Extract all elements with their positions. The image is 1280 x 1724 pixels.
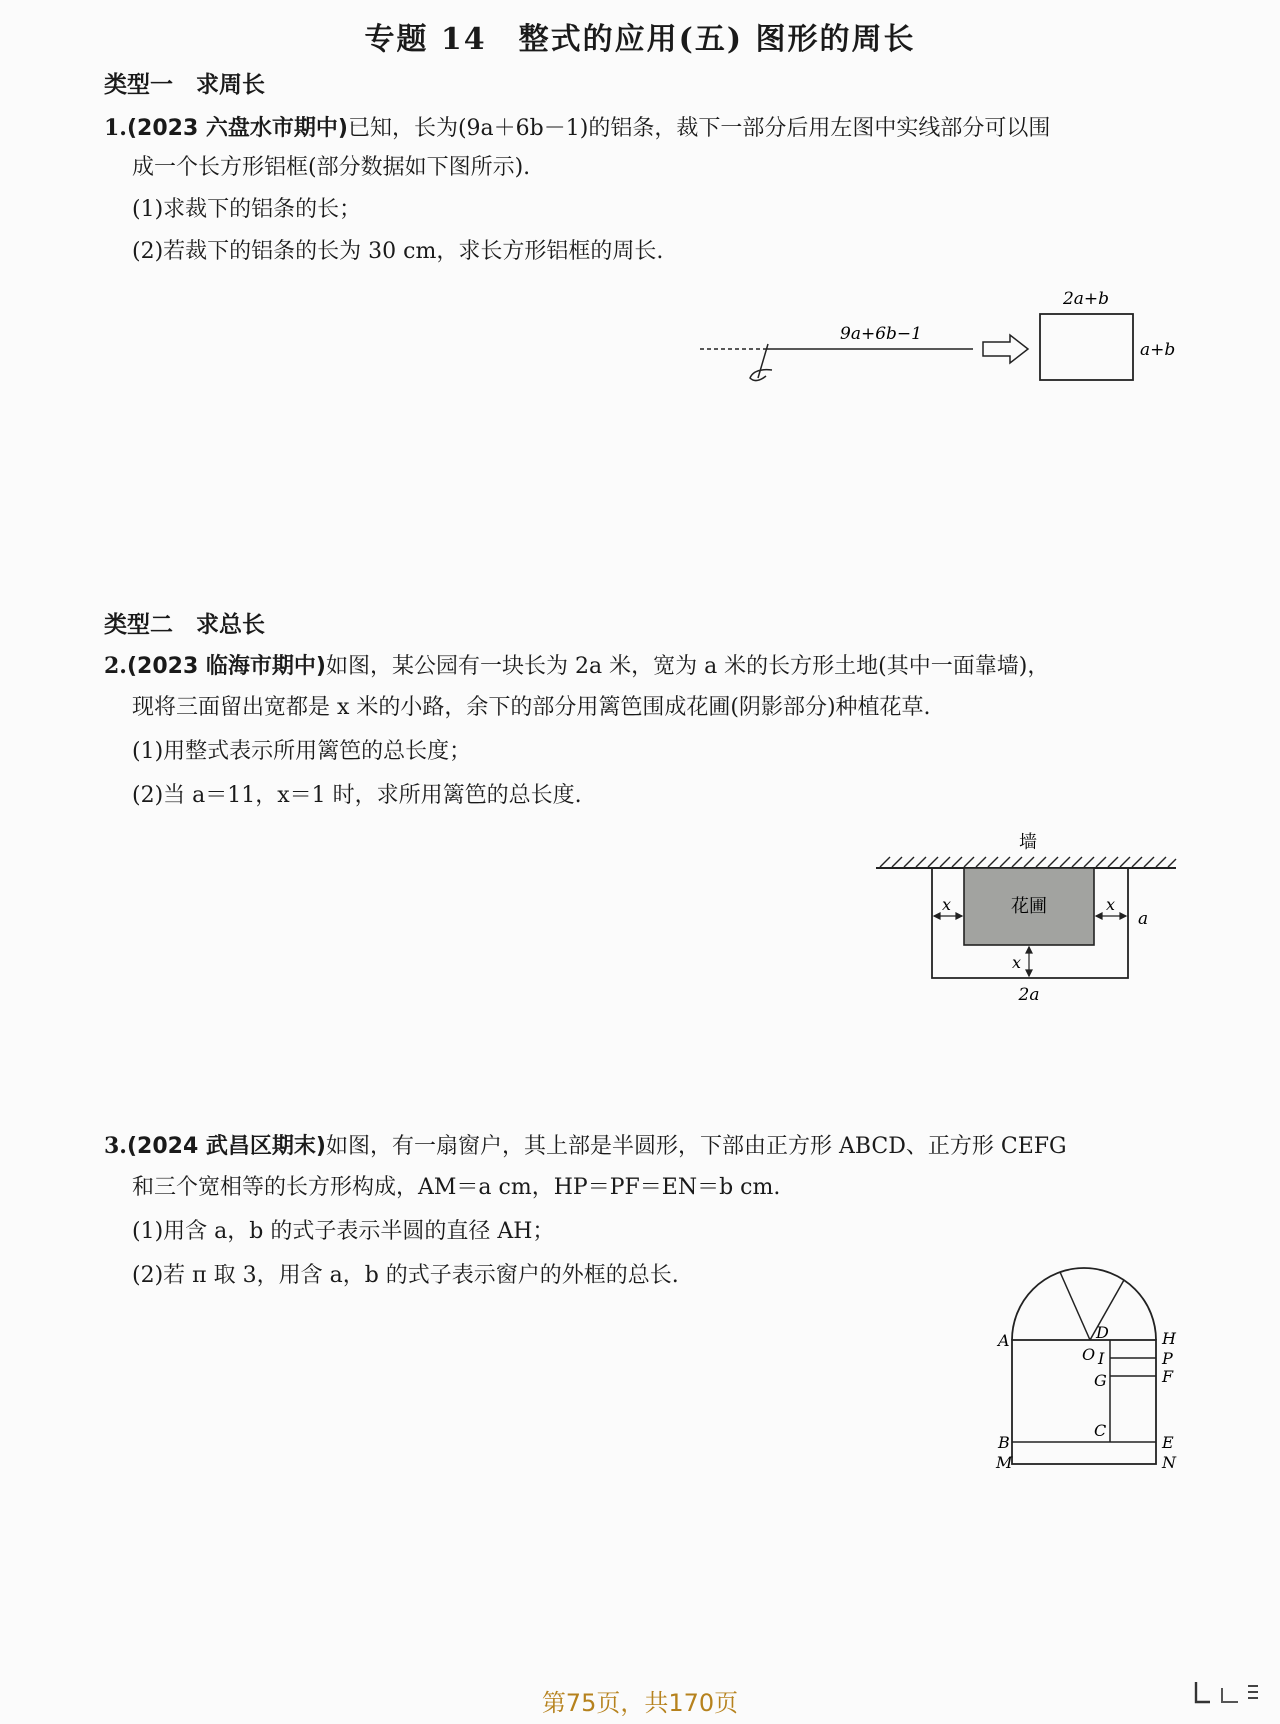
question-1-stem-line-2: 成一个长方形铝框(部分数据如下图所示).: [132, 155, 531, 180]
question-source: (2023 六盘水市期中): [126, 116, 348, 141]
window-spoke-left: [1060, 1272, 1090, 1340]
arrow-right-icon: [983, 335, 1028, 363]
question-1-part-2: (2)若裁下的铝条的长为 30 cm，求长方形铝框的周长.: [132, 239, 664, 264]
frame-width-label: a+b: [1140, 340, 1176, 360]
rectangle-frame: [1040, 314, 1133, 380]
land-length-label: 2a: [1018, 985, 1040, 1005]
point-label-c: C: [1094, 1421, 1107, 1440]
garden-label: 花圃: [1011, 896, 1047, 917]
question-number: 2.: [104, 653, 127, 679]
question-3-stem-line-1: [104, 1126, 1184, 1167]
question-3-stem-line-2: 和三个宽相等的长方形构成，AM＝a cm，HP＝PF＝EN＝b cm.: [132, 1175, 781, 1200]
section-heading-type-two: 类型二 求总长: [104, 612, 265, 638]
wall-hatching: [880, 857, 1176, 867]
section-heading-type-one: 类型一 求周长: [104, 72, 265, 98]
question-source: (2024 武昌区期末): [126, 1134, 326, 1159]
question-2-stem-line-1: [104, 646, 1184, 687]
bottom-path-width-arrow: [1026, 947, 1032, 976]
question-2-stem-line-2: 现将三面留出宽都是 x 米的小路，余下的部分用篱笆围成花圃(阴影部分)种植花草.: [132, 695, 931, 720]
figure-garden-plot: [870, 828, 1180, 1008]
point-label-o: O: [1082, 1345, 1096, 1364]
point-label-f: F: [1162, 1367, 1174, 1386]
question-number: 1.: [104, 115, 127, 141]
question-1-part-1: (1)求裁下的铝条的长；: [132, 197, 362, 222]
point-label-g: G: [1094, 1371, 1107, 1390]
point-label-p: P: [1162, 1349, 1173, 1368]
right-path-width-label: x: [1106, 895, 1116, 914]
question-text: 如图，有一扇窗户，其上部是半圆形，下部由正方形 ABCD、正方形 CEFG: [325, 1134, 1067, 1159]
point-label-m: M: [996, 1453, 1013, 1470]
wall-label: 墙: [1019, 832, 1037, 853]
fullscreen-icon[interactable]: [1192, 1680, 1262, 1706]
point-label-h: H: [1162, 1329, 1176, 1348]
point-label-e: E: [1162, 1433, 1174, 1452]
question-2-part-2: (2)当 a＝11，x＝1 时，求所用篱笆的总长度.: [132, 783, 582, 808]
question-number: 3.: [104, 1133, 127, 1159]
question-2-part-1: (1)用整式表示所用篱笆的总长度；: [132, 739, 472, 764]
question-3-part-2: (2)若 π 取 3，用含 a，b 的式子表示窗户的外框的总长.: [132, 1263, 679, 1288]
point-label-b: B: [998, 1433, 1010, 1452]
question-text: 已知，长为(9a＋6b－1)的铝条，裁下一部分后用左图中实线部分可以围: [347, 116, 1051, 141]
land-width-label: a: [1138, 909, 1149, 929]
point-label-d: D: [1096, 1323, 1109, 1342]
question-text: 如图，某公园有一块长为 2a 米，宽为 a 米的长方形土地(其中一面靠墙)，: [325, 654, 1050, 679]
point-label-n: N: [1162, 1453, 1176, 1470]
figure-aluminum-strip: [690, 280, 1190, 410]
question-3-part-1: (1)用含 a，b 的式子表示半圆的直径 AH；: [132, 1219, 555, 1244]
question-1-stem-line-1: [104, 108, 1184, 149]
page-number-footer: 第75页，共170页: [541, 1689, 739, 1717]
frame-length-label: 2a+b: [1062, 289, 1110, 309]
left-path-width-label: x: [942, 895, 952, 914]
strip-length-label: 9a+6b−1: [840, 324, 922, 344]
page-title: 专题 14 整式的应用(五) 图形的周长: [364, 22, 916, 57]
bottom-path-width-label: x: [1012, 953, 1022, 972]
figure-window: [980, 1260, 1190, 1470]
semicircle-top: [1012, 1268, 1156, 1340]
point-label-a: A: [998, 1331, 1010, 1350]
point-label-i: I: [1098, 1349, 1105, 1368]
question-source: (2023 临海市期中): [126, 654, 326, 679]
